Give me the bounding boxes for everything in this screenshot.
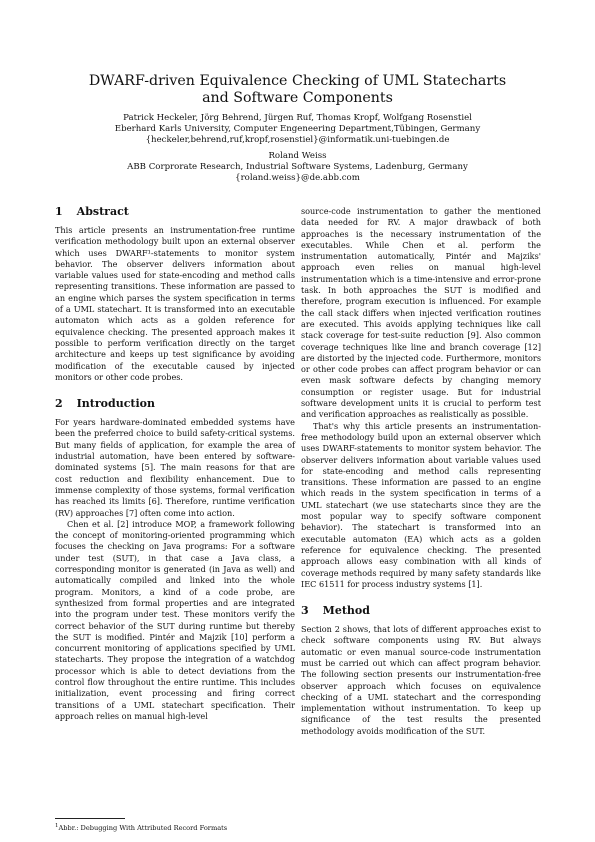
abstract-heading xyxy=(55,205,295,219)
right-column xyxy=(301,206,541,737)
section-title: Abstract xyxy=(76,205,129,218)
footnote xyxy=(55,822,295,832)
section-number: 2 xyxy=(55,397,63,411)
left-column xyxy=(55,205,295,722)
title-line-1: DWARF-driven Equivalence Checking of UML Statecharts xyxy=(88,73,507,89)
author2-name: Roland Weiss xyxy=(268,151,327,161)
footnote-mark: 1 xyxy=(55,823,59,829)
affiliation2-line: ABB Corprorate Research, Industrial Software Systems, Ladenburg, Germany xyxy=(127,162,468,173)
intro-paragraph-3: source-code instrumentation to gather the mentioned data needed for RV. A major drawback of both approaches is the necessary instrumentation of the executables. While Chen et al. perform the instrumentation automatically, Pintér and Majziks' approach even relies on manual high-level instrumentation which is a time-intensive and error-prone task. In both approaches the SUT is modified and therefore, program execution is influenced. For example the call stack differs when injected verification routines are executed. This avoids applying techniques like call stack coverage for test-suite reduction [9]. Also common coverage techniques like line and branch coverage [12] are distorted by the injected code. Furthermore, monitors or other code probes can affect program behavior or can even mask software defects by changing memory consumption or register usage. But for industrial software development units it is crucial to perform test and verification approaches as realistically as possible. xyxy=(301,206,541,420)
method-paragraph-1: Section 2 shows, that lots of different approaches exist to check software components using RV. But always automatic or even manual source-code instrumentation must be carried out which can affect program behavior. The following section presents our instrumentation-free observer approach which focuses on equivalence checking of a UML statechart and the corresponding implementation without instrumentation. To keep up significance of the test results the presented methodology avoids modification of the SUT. xyxy=(301,624,541,736)
author-block-1 xyxy=(40,113,555,147)
authors-line: Patrick Heckeler, Jörg Behrend, Jürgen Ruf, Thomas Kropf, Wolfgang Rosenstiel xyxy=(123,113,472,123)
intro-paragraph-1: For years hardware-dominated embedded systems have been the preferred choice to build safety-critical systems. But many fields of application, for example the area of industrial automation, have been entered by software-dominated systems [5]. The main reasons for that are cost reduction and flexibility enhancement. Due to immense complexity of those systems, formal verification has reached its limits [6]. Therefore, runtime verification (RV) approaches [7] often come into action. xyxy=(55,417,295,518)
section-title: Introduction xyxy=(76,397,155,411)
author-block-2 xyxy=(40,151,555,185)
section-number: 1 xyxy=(55,205,63,218)
paper-title xyxy=(60,73,535,107)
section-title: Method xyxy=(322,604,370,618)
intro-paragraph-2: Chen et al. [2] introduce MOP, a framework following the concept of monitoring-oriented programming which focuses the checking on Java programs: For a software under test (SUT), in that case a Java class, a corresponding monitor is generated (in Java as well) and automatically compiled and linked into the whole program. Monitors, a kind of a code probe, are synthesized from formal properties and are integrated into the program under test. These monitors verify the correct behavior of the SUT during runtime but thereby the SUT is modified. Pintér and Majzik [10] perform a concurrent monitoring of applications specified by UML statecharts. They propose the integration of a watchdog processor which is able to detect deviations from the control flow throughout the entire runtime. This includes initialization, event processing and firing correct transitions of a UML statechart specification. Their approach relies on manual high-level xyxy=(55,518,295,721)
section-number: 3 xyxy=(301,604,309,618)
footnote-text: Abbr.: Debugging With Attributed Record Formats xyxy=(58,824,228,833)
email2-line: {roland.weiss}@de.abb.com xyxy=(235,173,360,184)
title-line-2: and Software Components xyxy=(202,90,393,106)
affiliation-line: Eberhard Karls University, Computer Engeneering Department,Tübingen, Germany xyxy=(114,124,481,135)
introduction-heading xyxy=(55,397,295,411)
intro-paragraph-4: That's why this article presents an instrumentation-free methodology build upon an external observer which uses DWARF-statements to monitor system behavior. The observer delivers information about variable values used for state-encoding and method calls representing transitions. These information are passed to an engine which reads in the system specification in terms of a UML statechart (we use statecharts since they are the most popular way to specify software component behavior). The statechart is transformed into an executable automaton (EA) which acts as a golden reference for equivalence checking. The presented approach allows easy combination with all kinds of coverage methods required by many safety standards like IEC 61511 for process industry systems [1]. xyxy=(301,420,541,589)
footnote-rule xyxy=(55,818,125,819)
abstract-text: This article presents an instrumentation-free runtime verification methodology built upon an external observer which uses DWARF¹-statements to monitor system behavior. The observer delivers information about variable values used for state-encoding and method calls representing transitions. These information are passed to an engine which parses the system specification in terms of a UML statechart. It is transformed into an executable automaton which acts as a golden reference for equivalence checking. The presented approach makes it possible to perform verification directly on the target architecture and keeps up test significance by avoiding modification of the executable caused by injected monitors or other code probes. xyxy=(55,225,295,382)
method-heading xyxy=(301,604,541,618)
email-line: {heckeler,behrend,ruf,kropf,rosenstiel}@informatik.uni-tuebingen.de xyxy=(145,135,450,146)
